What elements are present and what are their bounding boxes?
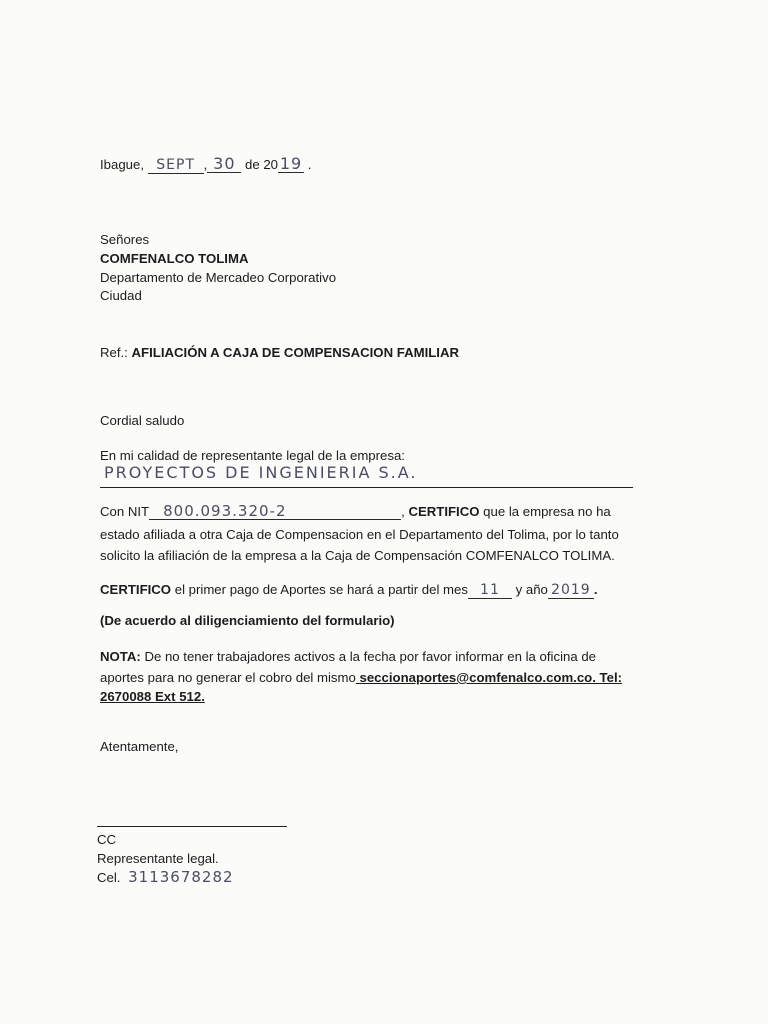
nit-label: Con NIT xyxy=(100,504,150,519)
payment-year-handwritten: 2019 xyxy=(551,582,591,598)
reference-label: Ref.: xyxy=(100,345,128,360)
nota-text-1: De no tener trabajadores activos a la fecha por favor informar en la oficina de xyxy=(140,649,597,664)
city-text: Ibague, xyxy=(100,157,144,172)
payment-month-handwritten: 11 xyxy=(480,582,500,598)
payment-year-field xyxy=(548,582,594,599)
reference-subject: AFILIACIÓN A CAJA DE COMPENSACION FAMILIAR xyxy=(131,345,460,360)
reference-line xyxy=(100,344,459,362)
body-line-3: solicito la afiliación de la empresa a la Caja de Compensación COMFENALCO TOLIMA. xyxy=(100,548,615,563)
payment-month-field xyxy=(468,582,512,599)
farewell: Atentamente, xyxy=(100,739,179,754)
certifico-1-rest: que la empresa no ha xyxy=(479,504,611,519)
day-handwritten: 30 xyxy=(213,154,236,173)
recipient-company: COMFENALCO TOLIMA xyxy=(100,251,249,266)
certifico-1: CERTIFICO xyxy=(408,504,480,519)
year-field xyxy=(278,156,304,173)
nota-line-1 xyxy=(100,648,596,666)
certifico-2-rest: el primer pago de Aportes se hará a partir del mes xyxy=(171,582,468,597)
cel-handwritten: 3113678282 xyxy=(128,868,234,886)
body-line-2: estado afiliada a otra Caja de Compensacion en el Departamento del Tolima, por lo tanto xyxy=(100,527,619,542)
comma: , xyxy=(203,157,208,172)
cc-label: CC xyxy=(97,832,117,847)
nota-line-2 xyxy=(100,669,622,687)
role-label: Representante legal. xyxy=(97,851,219,866)
company-handwritten: PROYECTOS DE INGENIERIA S.A. xyxy=(104,463,418,482)
recipient-city: Ciudad xyxy=(100,288,142,303)
cel-label: Cel. xyxy=(97,870,121,885)
company-name-rule xyxy=(100,487,633,488)
signature-line xyxy=(97,826,287,827)
recipient-department: Departamento de Mercadeo Corporativo xyxy=(100,270,337,285)
year-handwritten: 19 xyxy=(279,154,303,173)
nit-line: Con NIT 800.093.320-2 , CERTIFICO que la empresa no ha xyxy=(100,502,611,520)
certifico-2: CERTIFICO xyxy=(100,582,172,597)
greeting: Cordial saludo xyxy=(100,413,185,428)
nota-phone: 2670088 Ext 512. xyxy=(100,689,205,704)
date-line xyxy=(100,156,311,174)
intro-text: En mi calidad de representante legal de la empresa: xyxy=(100,448,405,463)
day-field xyxy=(207,156,241,173)
nota-label: NOTA: xyxy=(100,649,141,664)
form-note: (De acuerdo al diligenciamiento del formulario) xyxy=(100,613,395,628)
payment-line xyxy=(100,581,598,599)
cel-line xyxy=(97,868,234,887)
date-period: . xyxy=(307,157,312,172)
nit-field xyxy=(149,503,401,520)
month-handwritten: SEPT xyxy=(156,157,196,173)
month-field xyxy=(148,157,204,174)
year-prefix: de 20 xyxy=(245,157,279,172)
nota-contact: seccionaportes@comfenalco.com.co. Tel: xyxy=(355,670,623,685)
payment-period: . xyxy=(593,582,598,597)
salutation: Señores xyxy=(100,232,150,247)
nota-text-2: aportes para no generar el cobro del mismo xyxy=(100,670,356,685)
nit-handwritten: 800.093.320-2 xyxy=(163,502,287,520)
year-label: y año xyxy=(515,582,548,597)
